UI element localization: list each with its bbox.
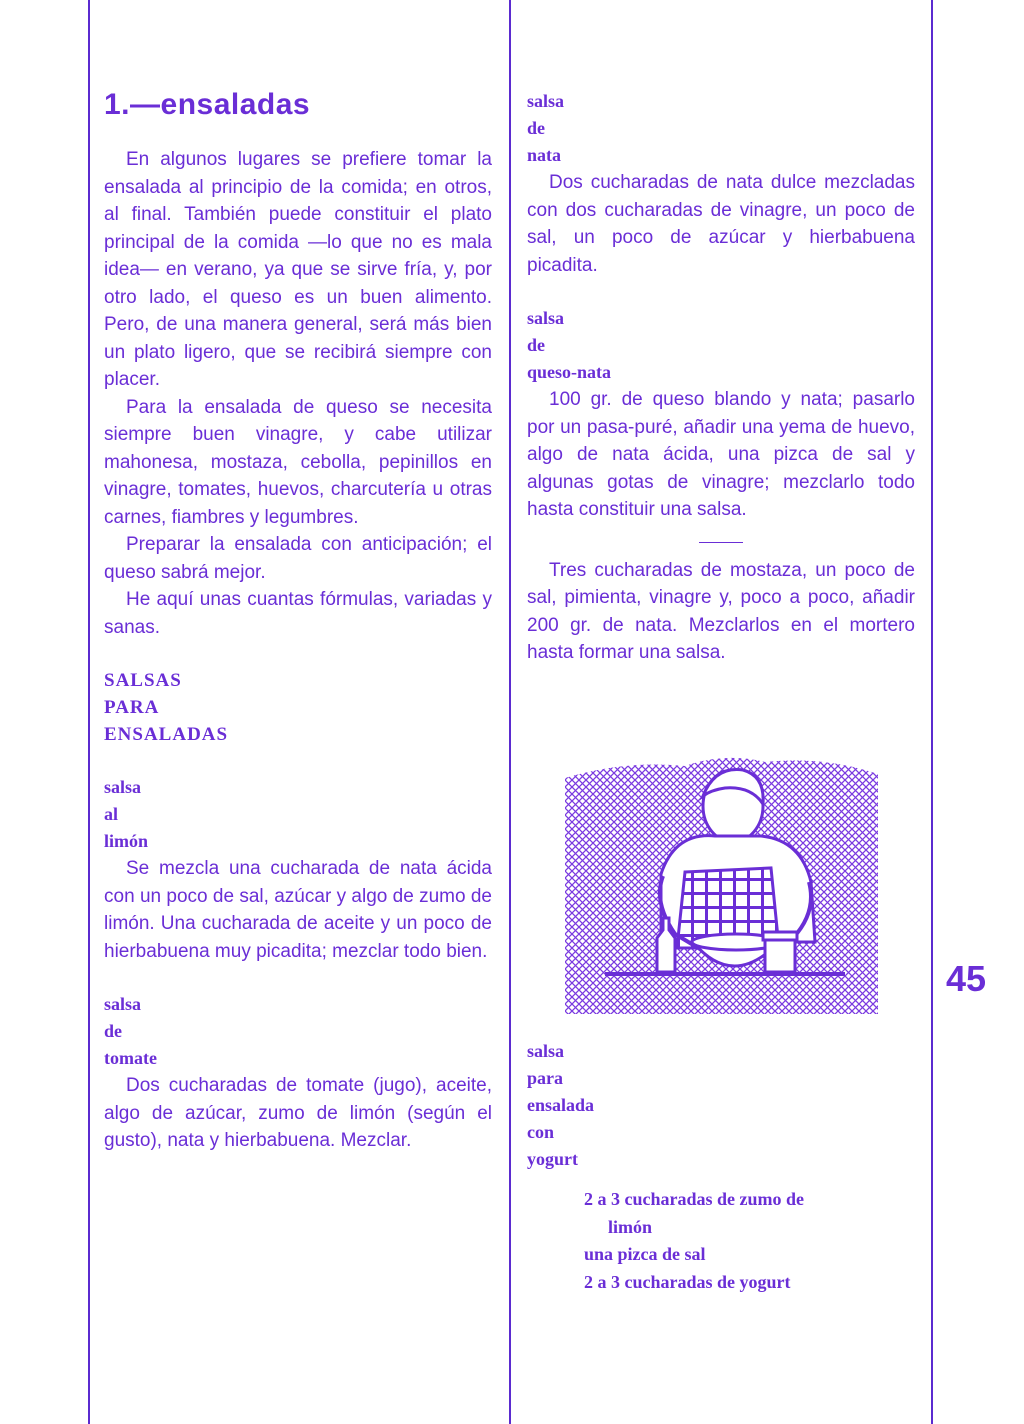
page-number: 45 xyxy=(946,958,987,999)
recipe-heading-yogurt: salsa para ensalada con yogurt xyxy=(527,1041,595,1169)
recipe-heading: salsa al limón xyxy=(104,777,149,851)
section-heading: SALSAS PARA ENSALADAS xyxy=(104,670,229,745)
recipe-text: Dos cucharadas de tomate (jugo), aceite, algo de azúcar, zumo de limón (según el gusto), nata y hierbabuena. Mezclar. xyxy=(104,1075,492,1151)
recipe-text: 100 gr. de queso blando y nata; pasarlo por un pasa-puré, añadir una yema de huevo, algo de nata ácida, una pizca de sal y algunas gotas de vinagre; mezclarlo todo hasta constituir una salsa. xyxy=(527,389,915,520)
recipe-salsa-al-limon xyxy=(104,774,492,965)
recipe-heading: salsa de tomate xyxy=(104,994,157,1068)
right-column xyxy=(527,88,915,667)
left-column xyxy=(104,88,492,1155)
ingredient-line: una pizca de sal xyxy=(584,1244,706,1264)
intro-paragraph: Para la ensalada de queso se necesita siempre buen vinagre, y cabe utilizar mahonesa, mostaza, cebolla, pepinillos en vinagre, tomates, huevos, charcutería u otras carnes, fiambres y legumbres. xyxy=(104,396,492,528)
yogurt-ingredients-list xyxy=(584,1186,914,1296)
intro-paragraph: Preparar la ensalada con anticipación; el queso sabrá mejor. xyxy=(104,534,492,583)
cook-mixing-bowl-illustration xyxy=(565,752,878,1014)
recipe-text-mostaza: Tres cucharadas de mostaza, un poco de sal, pimienta, vinagre y, poco a poco, añadir 200 gr. de nata. Mezclarlos en el mortero hasta formar una salsa. xyxy=(527,559,915,663)
recipe-salsa-de-nata xyxy=(527,88,915,279)
separator-dash xyxy=(699,542,743,543)
recipe-salsa-de-queso-nata xyxy=(527,305,915,524)
recipe-heading: salsa de nata xyxy=(527,91,565,165)
intro-paragraph: En algunos lugares se prefiere tomar la ensalada al principio de la comida; en otros, al final. También puede constituir el plato principal de la comida —lo que no es mala idea— en verano, ya que se sirve fría, y, por otro lado, el queso es un buen alimento. Pero, de una manera general, será más bien un plato ligero, que se recibirá siempre con placer. xyxy=(104,149,492,390)
ingredient-line: limón xyxy=(608,1216,653,1237)
right-margin-rule xyxy=(931,0,933,1424)
center-rule xyxy=(509,0,511,1424)
recipe-heading: salsa de queso-nata xyxy=(527,308,612,382)
recipe-text: Se mezcla una cucharada de nata ácida con un poco de sal, azúcar y algo de zumo de limón. Una cucharada de aceite y un poco de hierbabuena muy picadita; mezclar todo bien. xyxy=(104,858,492,962)
ingredient-line: 2 a 3 cucharadas de zumo de xyxy=(584,1189,804,1209)
recipe-text: Dos cucharadas de nata dulce mezcladas con dos cucharadas de vinagre, un poco de sal, un poco de azúcar y hierbabuena picadita. xyxy=(527,172,915,276)
intro-paragraph: He aquí unas cuantas fórmulas, variadas y sanas. xyxy=(104,589,492,638)
left-margin-rule xyxy=(88,0,90,1424)
ingredient-line: 2 a 3 cucharadas de yogurt xyxy=(584,1271,791,1292)
chapter-title: 1.—ensaladas xyxy=(104,88,311,121)
recipe-salsa-de-tomate xyxy=(104,991,492,1155)
